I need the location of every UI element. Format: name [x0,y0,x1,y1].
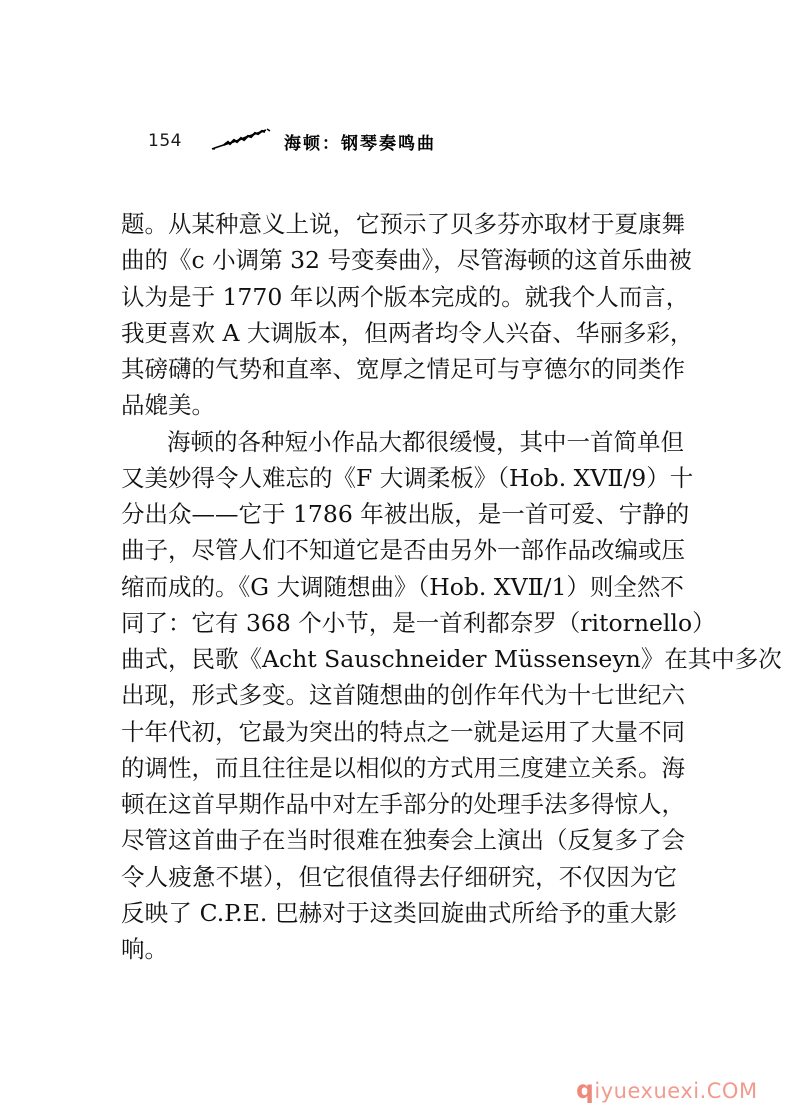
text-line: 缩而成的。《G 大调随想曲》（Hob. XVⅡ/1）则全然不 [121,572,684,601]
body-text [121,206,782,967]
text-line: 品媲美。 [121,391,215,420]
text-line: 十年代初，它最为突出的特点之一就是运用了大量不同 [121,717,685,746]
text-line: 海顿的各种短小作品大都很缓慢，其中一首简单但 [167,427,684,456]
text-line: 响。 [121,935,168,963]
page-header [0,124,794,156]
text-line: 的调性，而且往往是以相似的方式用三度建立关系。海 [121,753,685,782]
watermark [576,1075,758,1104]
text-line: 曲的《c 小调第 32 号变奏曲》，尽管海顿的这首乐曲被 [121,246,692,275]
text-line: 认为是于 1770 年以两个版本完成的。就我个人而言， [121,282,690,311]
text-line: 同了：它有 368 个小节，是一首利都奈罗（ritornello） [121,608,716,637]
running-title: 海顿：钢琴奏鸣曲 [284,134,436,154]
text-line: 反映了 C.P.E. 巴赫对于这类回旋曲式所给予的重大影 [121,898,677,927]
text-line: 又美妙得令人难忘的《F 大调柔板》（Hob. XVⅡ/9）十 [121,463,694,492]
text-line: 其磅礴的气势和直率、宽厚之情足可与亨德尔的同类作 [121,355,685,383]
watermark-logo-letter: q [576,1075,595,1104]
watermark-text: iyuexuexi.COM [594,1079,758,1103]
text-line: 令人疲惫不堪），但它很值得去仔细研究，不仅因为它 [121,862,677,891]
text-line: 分出众——它于 1786 年被出版，是一首可爱、宁静的 [121,500,690,528]
text-line: 曲式，民歌《Acht Sauschneider Müssenseyn》在其中多次 [121,645,782,673]
text-line: 曲子，尽管人们不知道它是否由另外一部作品改编或压 [121,536,685,565]
text-line: 题。从某种意义上说，它预示了贝多芬亦取材于夏康舞 [121,210,685,238]
text-line: 我更喜欢 A 大调版本，但两者均令人兴奋、华丽多彩， [121,318,694,347]
text-line: 尽管这首曲子在当时很难在独奏会上演出（反复多了会 [121,826,685,855]
text-line: 出现，形式多变。这首随想曲的创作年代为十七世纪六 [121,681,685,710]
quill-flourish-icon [210,128,272,152]
page-number: 154 [148,131,182,151]
text-line: 顿在这首早期作品中对左手部分的处理手法多得惊人， [121,790,685,818]
